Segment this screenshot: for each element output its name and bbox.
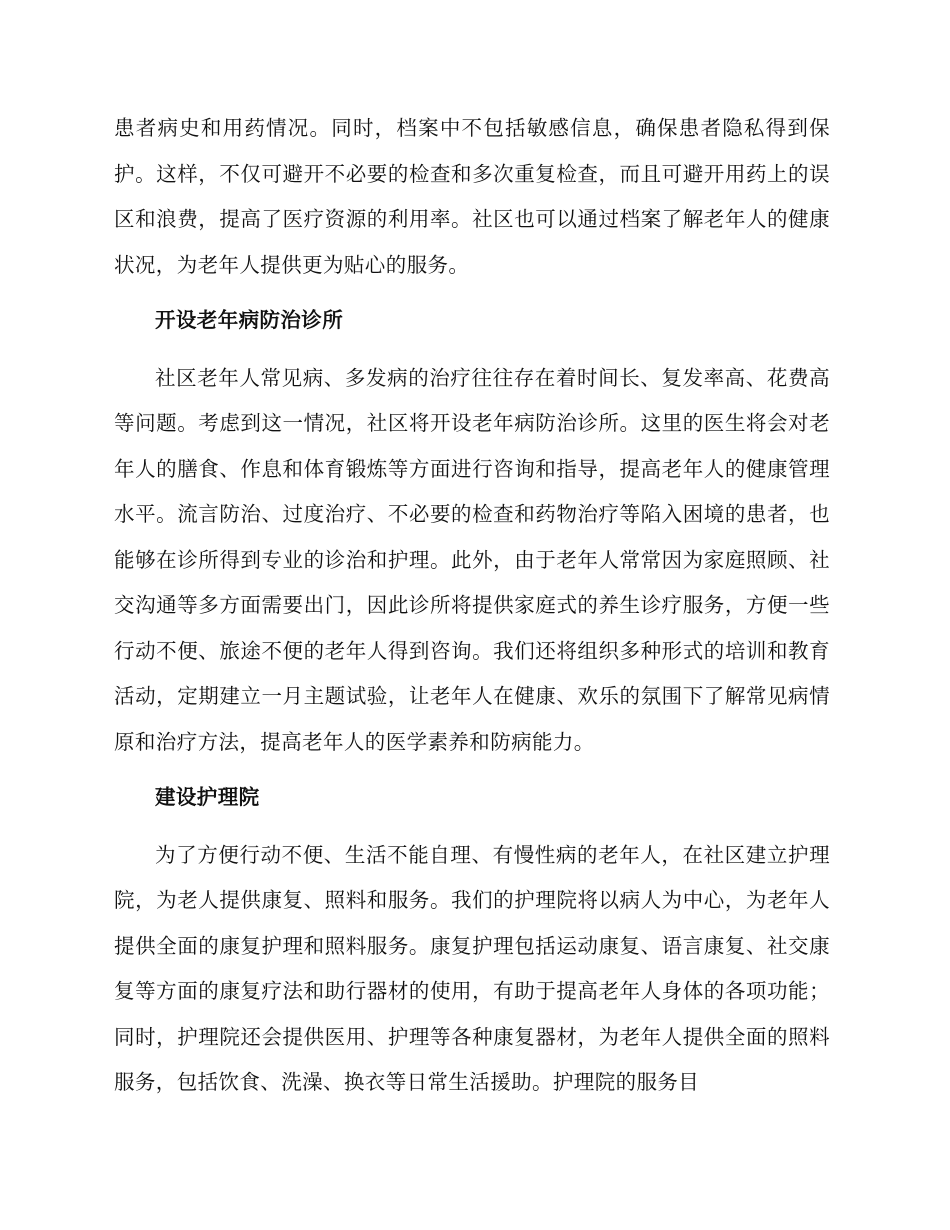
spacer	[114, 765, 830, 775]
spacer	[114, 821, 830, 833]
section-heading-nursing-home: 建设护理院	[155, 785, 260, 809]
section-heading-clinic: 开设老年病防治诊所	[155, 308, 344, 332]
paragraph-continuation: 患者病史和用药情况。同时，档案中不包括敏感信息，确保患者隐私得到保护。这样，不仅可避开不必要的检查和多次重复检查，而且可避开用药上的误区和浪费，提高了医疗资源的利用率。社区也可以通过档案了解老年人的健康状况，为老年人提供更为贴心的服务。	[114, 116, 830, 277]
spacer	[114, 344, 830, 356]
document-body	[114, 106, 830, 1106]
paragraph-clinic: 社区老年人常见病、多发病的治疗往往存在着时间长、复发率高、花费高等问题。考虑到这一情况，社区将开设老年病防治诊所。这里的医生将会对老年人的膳食、作息和体育锻炼等方面进行咨询和指导，提高老年人的健康管理水平。流言防治、过度治疗、不必要的检查和药物治疗等陷入困境的患者，也能够在诊所得到专业的诊治和护理。此外，由于老年人常常因为家庭照顾、社交沟通等多方面需要出门，因此诊所将提供家庭式的养生诊疗服务，方便一些行动不便、旅途不便的老年人得到咨询。我们还将组织多种形式的培训和教育活动，定期建立一月主题试验，让老年人在健康、欢乐的氛围下了解常见病情原和治疗方法，提高老年人的医学素养和防病能力。	[114, 365, 830, 754]
spacer	[114, 288, 830, 298]
paragraph-nursing-home: 为了方便行动不便、生活不能自理、有慢性病的老年人，在社区建立护理院，为老人提供康复、照料和服务。我们的护理院将以病人为中心，为老年人提供全面的康复护理和照料服务。康复护理包括运动康复、语言康复、社交康复等方面的康复疗法和助行器材的使用，有助于提高老年人身体的各项功能；同时，护理院还会提供医用、护理等各种康复器材，为老年人提供全面的照料服务，包括饮食、洗澡、换衣等日常生活援助。护理院的服务目	[114, 842, 830, 1094]
